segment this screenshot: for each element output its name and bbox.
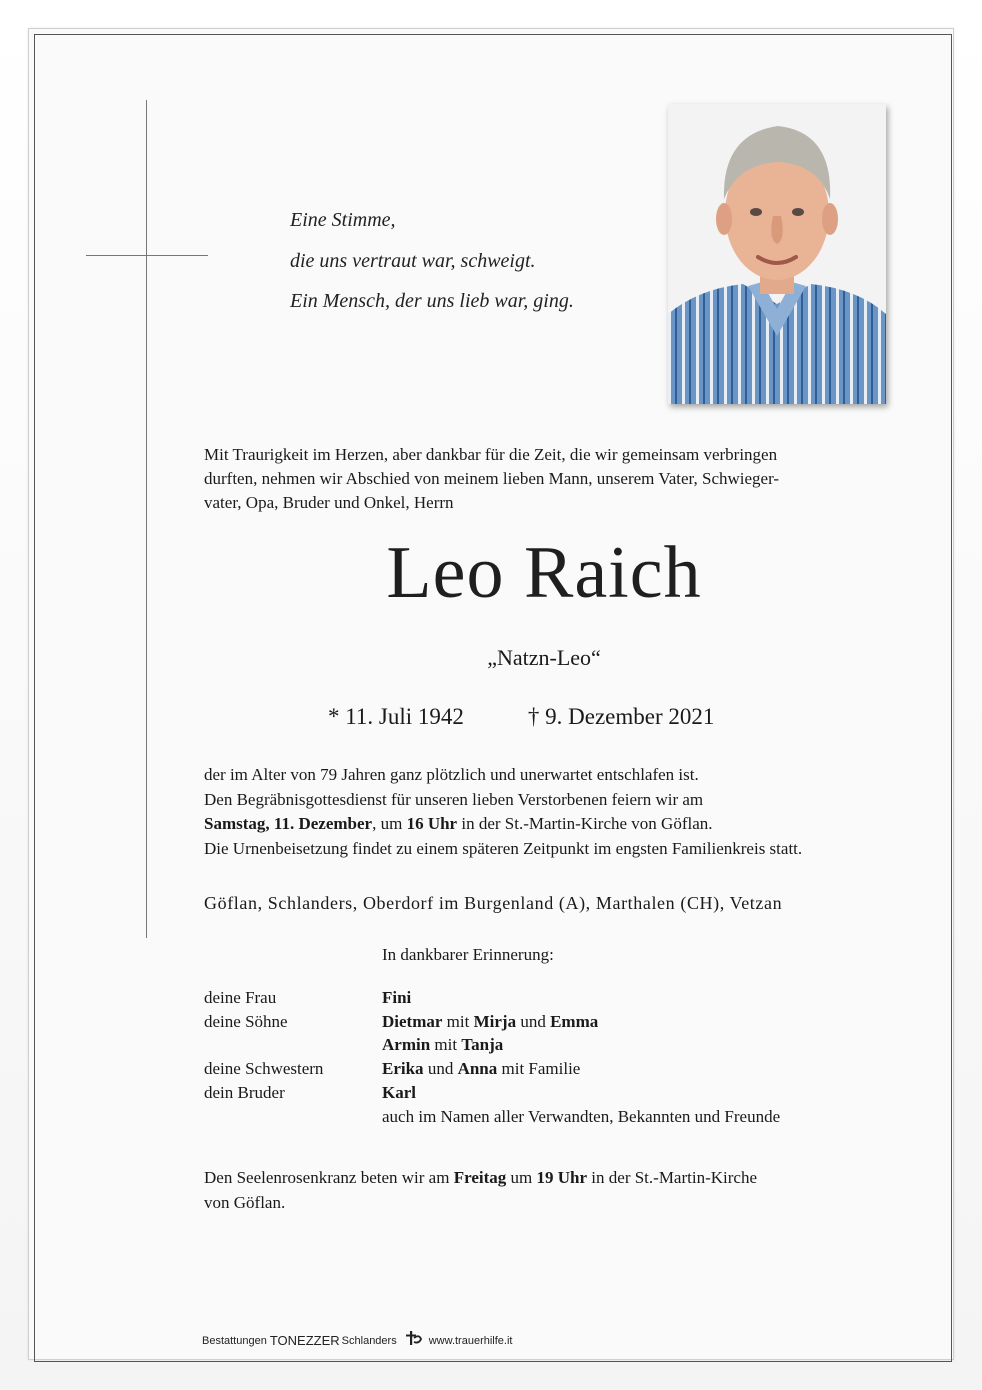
footer-prefix: Bestattungen (202, 1334, 267, 1347)
family-row (204, 1057, 780, 1081)
verse-line: Eine Stimme, (290, 209, 396, 231)
family-row (204, 1010, 780, 1034)
footer-url[interactable]: www.trauerhilfe.it (428, 1334, 513, 1347)
rosary-line (204, 1166, 894, 1191)
thanks-heading: In dankbarer Erinnerung: (382, 945, 554, 964)
intro-line: durften, nehmen wir Abschied von meinem lieben Mann, unserem Vater, Schwieger- (204, 469, 780, 488)
death-date: † 9. Dezember 2021 (527, 704, 715, 729)
relation-label: deine Frau (204, 988, 277, 1007)
relation-label (204, 1105, 382, 1129)
text-fragment: mit (442, 1011, 474, 1031)
relative-names (382, 1081, 416, 1105)
text-fragment: und (423, 1059, 458, 1079)
closing-line: auch im Namen aller Verwandten, Bekannten und Freunde (382, 1106, 781, 1126)
text-fragment: , um (372, 814, 407, 833)
text-fragment: mit (430, 1035, 462, 1055)
funeral-line (204, 812, 904, 837)
footer-credit (202, 1330, 512, 1351)
relation-label (204, 1033, 382, 1057)
text-fragment: um (506, 1168, 537, 1187)
service-time: 16 Uhr (406, 814, 458, 833)
relation-label: dein Bruder (204, 1082, 285, 1102)
text-fragment: in der St.-Martin-Kirche von Göflan. (457, 814, 713, 833)
portrait-photo (668, 104, 886, 404)
funeral-line: der im Alter von 79 Jahren ganz plötzlich und unerwartet entschlafen ist. (204, 765, 699, 784)
relative-names (382, 1057, 580, 1081)
relative-name: Anna (457, 1059, 498, 1079)
rosary-day: Freitag (453, 1168, 507, 1187)
relative-name: Fini (382, 988, 412, 1007)
rosary-info (204, 1166, 894, 1215)
text-fragment: und (516, 1011, 551, 1031)
relative-name: Mirja (473, 1011, 517, 1031)
birth-date: * 11. Juli 1942 (328, 704, 464, 729)
footer-firm: TONEZZER (269, 1332, 340, 1348)
relative-names (382, 1033, 503, 1057)
verse-line: Ein Mensch, der uns lieb war, ging. (290, 290, 574, 312)
family-row (204, 986, 780, 1010)
relative-name: Karl (382, 1082, 416, 1102)
relation-label: deine Söhne (204, 1011, 288, 1031)
funeral-line: Den Begräbnisgottesdienst für unseren lieben Verstorbenen feiern wir am (204, 789, 704, 809)
footer-town: Schlanders (341, 1334, 397, 1347)
funeral-info (204, 763, 904, 861)
deceased-name: Leo Raich (386, 532, 702, 614)
intro-line: Mit Traurigkeit im Herzen, aber dankbar für die Zeit, die wir gemeinsam verbringen (204, 445, 778, 464)
rosary-time: 19 Uhr (536, 1168, 588, 1187)
rosary-line: von Göflan. (204, 1192, 286, 1212)
relative-names (382, 1010, 598, 1034)
cross-horizontal-bar (86, 255, 208, 256)
relation-label: deine Schwestern (204, 1059, 324, 1079)
relative-name: Armin (382, 1035, 431, 1055)
service-date: Samstag, 11. Dezember (204, 814, 373, 833)
relative-name: Dietmar (382, 1011, 443, 1031)
portrait-illustration (668, 104, 886, 404)
relative-name: Erika (382, 1059, 424, 1079)
intro-paragraph (204, 443, 894, 515)
relative-name: Tanja (461, 1035, 504, 1055)
family-list (204, 986, 780, 1128)
family-row (204, 1033, 780, 1057)
text-fragment: mit Familie (497, 1059, 581, 1079)
family-row (204, 1105, 780, 1129)
cross-vertical-bar (146, 100, 147, 938)
trauerhilfe-logo-icon (403, 1330, 423, 1351)
nickname: „Natzn-Leo“ (487, 645, 601, 670)
text-fragment: in der St.-Martin-Kirche (587, 1168, 757, 1187)
relative-names (382, 986, 411, 1010)
intro-line: vater, Opa, Bruder und Onkel, Herrn (204, 493, 454, 512)
places: Göflan, Schlanders, Oberdorf im Burgenland (A), Marthalen (CH), Vetzan (204, 893, 783, 913)
relative-name: Emma (550, 1011, 599, 1031)
funeral-line: Die Urnenbeisetzung findet zu einem späteren Zeitpunkt im engsten Familienkreis statt. (204, 838, 803, 858)
text-fragment: Den Seelenrosenkranz beten wir am (204, 1168, 454, 1187)
memorial-verse (290, 200, 574, 322)
life-dates (328, 700, 714, 734)
family-row (204, 1081, 780, 1105)
verse-line: die uns vertraut war, schweigt. (290, 249, 536, 272)
